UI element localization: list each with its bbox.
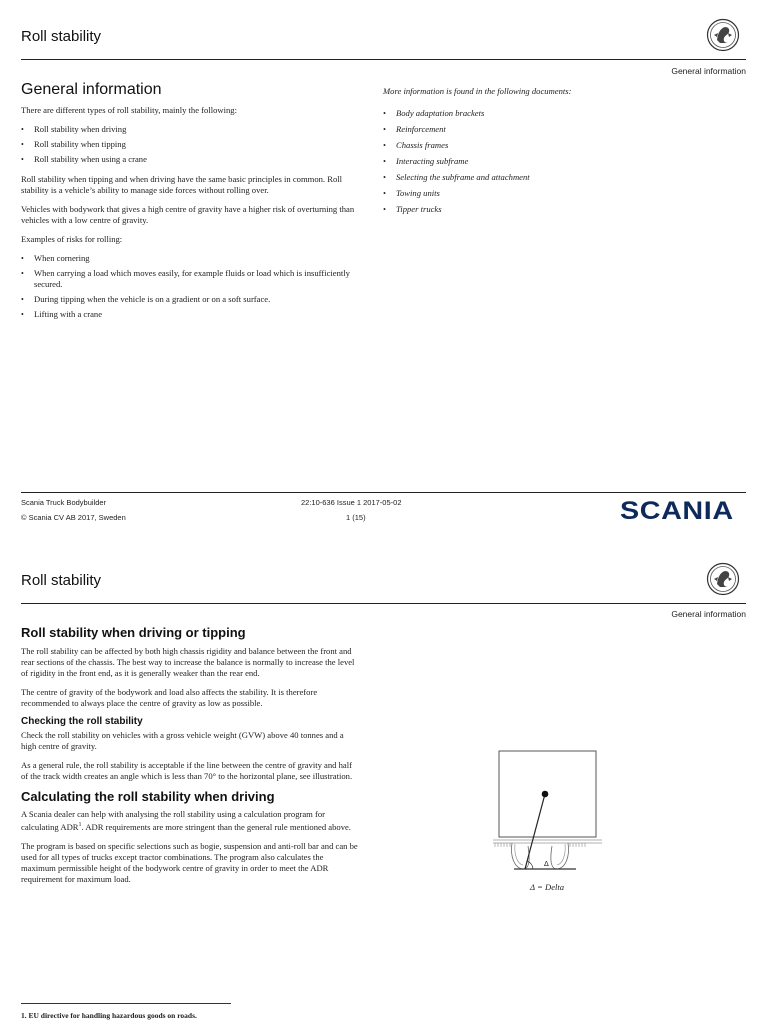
document-link[interactable]: • Interacting subframe	[383, 156, 723, 167]
footnote-ref[interactable]: 1	[78, 822, 82, 828]
intro-text: There are different types of roll stability, mainly the following:	[21, 105, 237, 115]
more-info-text: More information is found in the following documents:	[383, 86, 572, 96]
paragraph: Check the roll stability on vehicles with a gross vehicle weight (GVW) above 40 tonnes and a high centre of gravity.	[21, 730, 344, 751]
roll-stability-illustration	[490, 748, 605, 880]
header-rule	[21, 603, 746, 604]
header-section-label: General information	[671, 609, 746, 619]
paragraph: Roll stability when tipping and when driving have the same basic principles in common. Roll stability is a vehicle’s ability to manage side forces without rolling over.	[21, 174, 343, 195]
page2-title: Roll stability	[21, 572, 102, 589]
document-link[interactable]: • Selecting the subframe and attachment	[383, 172, 723, 183]
paragraph: The roll stability can be affected by both high chassis rigidity and balance between the front and rear sections of the chassis. The best way to increase the balance is normally to increase the level of rigidity in the front end, as it is generally weaker than the rear end.	[21, 646, 355, 678]
scania-wordmark: SCANIA	[620, 497, 734, 525]
scania-griffin-logo-icon	[706, 18, 740, 52]
paragraph	[21, 809, 359, 833]
section-heading: Roll stability when driving or tipping	[21, 625, 246, 640]
header-rule	[21, 59, 746, 60]
footer-publication: Scania Truck Bodybuilder	[21, 498, 107, 507]
footnote: 1. EU directive for handling hazardous goods on roads.	[21, 1011, 197, 1020]
list-item: • When cornering	[21, 253, 359, 264]
page1-title: Roll stability	[21, 28, 102, 45]
document-link[interactable]: • Reinforcement	[383, 124, 723, 135]
left-column	[21, 105, 359, 324]
figure-caption: Δ = Delta	[530, 882, 565, 892]
types-list	[21, 124, 359, 165]
footer-doc-number: 22:10-636 Issue 1 2017-05-02	[301, 498, 402, 507]
footer-page-number: 1 (15)	[346, 513, 366, 522]
risks-intro: Examples of risks for rolling:	[21, 234, 123, 244]
paragraph: As a general rule, the roll stability is acceptable if the line between the centre of gravity and half of the track width creates an angle which is less than 70° to the horizontal plane, see illustration.	[21, 760, 353, 781]
scania-griffin-logo-icon	[706, 562, 740, 596]
list-item: • Lifting with a crane	[21, 309, 359, 320]
list-item: • Roll stability when using a crane	[21, 154, 359, 165]
right-column	[383, 86, 723, 220]
footer-copyright: © Scania CV AB 2017, Sweden	[21, 513, 126, 522]
footer-rule	[21, 492, 746, 493]
list-item: • Roll stability when tipping	[21, 139, 359, 150]
risks-list	[21, 253, 359, 320]
document-link[interactable]: • Towing units	[383, 188, 723, 199]
document-link[interactable]: • Chassis frames	[383, 140, 723, 151]
paragraph: The program is based on specific selections such as bogie, suspension and anti-roll bar and can be used for all types of trucks except tractor combinations. The program also calculates the maximum permissible height of the bodywork centre of gravity in order to meet the ADR requirement for maximum load.	[21, 840, 358, 884]
subsection-heading: Checking the roll stability	[21, 716, 143, 727]
paragraph: Vehicles with bodywork that gives a high centre of gravity have a higher risk of overturning than vehicles with a low centre of gravity.	[21, 204, 355, 225]
footnote-rule	[21, 1003, 231, 1004]
section-heading: General information	[21, 81, 162, 98]
paragraph: The centre of gravity of the bodywork and load also affects the stability. It is therefore recommended to always place the centre of gravity as low as possible.	[21, 687, 318, 708]
header-section-label: General information	[671, 66, 746, 76]
document-link[interactable]: • Tipper trucks	[383, 204, 723, 215]
adr-text: A Scania dealer can help with analysing the roll stability using a calculation program for calculating ADR	[21, 809, 326, 832]
document-link[interactable]: • Body adaptation brackets	[383, 108, 723, 119]
documents-list	[383, 108, 723, 215]
list-item: • Roll stability when driving	[21, 124, 359, 135]
adr-text-cont: . ADR requirements are more stringent than the general rule mentioned above.	[81, 821, 351, 832]
list-item: • When carrying a load which moves easily, for example fluids or load which is insufficiently secured.	[21, 268, 359, 290]
page2-main-column	[21, 625, 359, 893]
section-heading: Calculating the roll stability when driving	[21, 789, 275, 804]
angle-label: Δ	[544, 860, 549, 868]
list-item: • During tipping when the vehicle is on a gradient or on a soft surface.	[21, 294, 359, 305]
